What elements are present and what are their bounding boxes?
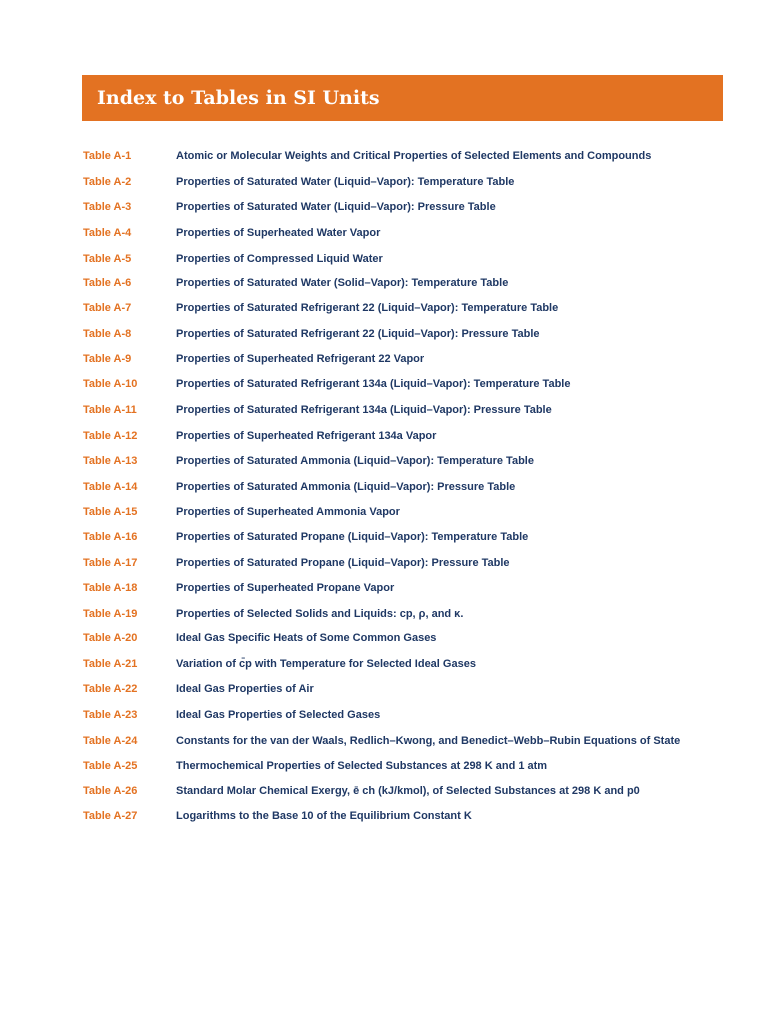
table-row bbox=[0, 654, 768, 674]
table-description: Properties of Saturated Water (Solid–Vapor): Temperature Table bbox=[176, 277, 509, 289]
table-row bbox=[0, 679, 768, 699]
table-row bbox=[0, 477, 768, 497]
table-row bbox=[0, 806, 768, 826]
table-row bbox=[0, 146, 768, 166]
table-row bbox=[0, 426, 768, 446]
table-description: Ideal Gas Properties of Selected Gases bbox=[176, 709, 381, 721]
table-id: Table A-18 bbox=[83, 582, 138, 594]
table-id: Table A-6 bbox=[83, 277, 132, 289]
table-row bbox=[0, 731, 768, 751]
table-description: Thermochemical Properties of Selected Substances at 298 K and 1 atm bbox=[176, 760, 548, 772]
table-row bbox=[0, 578, 768, 598]
table-id: Table A-2 bbox=[83, 176, 132, 188]
table-row bbox=[0, 298, 768, 318]
table-id: Table A-15 bbox=[83, 506, 138, 518]
table-row bbox=[0, 604, 768, 624]
table-id: Table A-27 bbox=[83, 810, 138, 822]
table-description: Ideal Gas Properties of Air bbox=[176, 683, 314, 695]
table-description: Properties of Superheated Refrigerant 134a Vapor bbox=[176, 430, 437, 442]
table-description: Properties of Superheated Water Vapor bbox=[176, 227, 381, 239]
table-id: Table A-12 bbox=[83, 430, 138, 442]
table-description: Variation of c̄p with Temperature for Selected Ideal Gases bbox=[176, 658, 476, 670]
table-description: Properties of Saturated Ammonia (Liquid–Vapor): Temperature Table bbox=[176, 455, 534, 467]
table-id: Table A-1 bbox=[83, 150, 132, 162]
table-description: Properties of Saturated Water (Liquid–Vapor): Temperature Table bbox=[176, 176, 515, 188]
table-id: Table A-5 bbox=[83, 253, 132, 265]
table-id: Table A-9 bbox=[83, 353, 132, 365]
table-description: Properties of Superheated Refrigerant 22 Vapor bbox=[176, 353, 425, 365]
table-id: Table A-17 bbox=[83, 557, 138, 569]
table-description: Logarithms to the Base 10 of the Equilibrium Constant K bbox=[176, 810, 472, 822]
table-description: Properties of Selected Solids and Liquids: cp, ρ, and κ. bbox=[176, 608, 464, 620]
table-description: Properties of Superheated Propane Vapor bbox=[176, 582, 395, 594]
table-row bbox=[0, 756, 768, 776]
table-id: Table A-4 bbox=[83, 227, 132, 239]
table-row bbox=[0, 349, 768, 369]
table-description: Properties of Saturated Refrigerant 134a (Liquid–Vapor): Temperature Table bbox=[176, 378, 571, 390]
table-id: Table A-16 bbox=[83, 531, 138, 543]
table-row bbox=[0, 374, 768, 394]
table-row bbox=[0, 527, 768, 547]
table-id: Table A-3 bbox=[83, 201, 132, 213]
table-description: Properties of Compressed Liquid Water bbox=[176, 253, 383, 265]
table-id: Table A-11 bbox=[83, 404, 137, 416]
table-row bbox=[0, 197, 768, 217]
table-description: Properties of Saturated Water (Liquid–Vapor): Pressure Table bbox=[176, 201, 496, 213]
table-id: Table A-19 bbox=[83, 608, 138, 620]
table-row bbox=[0, 324, 768, 344]
table-id: Table A-7 bbox=[83, 302, 132, 314]
table-id: Table A-26 bbox=[83, 785, 138, 797]
table-id: Table A-24 bbox=[83, 735, 138, 747]
table-row bbox=[0, 628, 768, 648]
table-id: Table A-25 bbox=[83, 760, 138, 772]
table-description: Properties of Saturated Propane (Liquid–Vapor): Pressure Table bbox=[176, 557, 510, 569]
table-row bbox=[0, 553, 768, 573]
table-description: Ideal Gas Specific Heats of Some Common Gases bbox=[176, 632, 437, 644]
page-title: Index to Tables in SI Units bbox=[97, 87, 380, 109]
table-row bbox=[0, 273, 768, 293]
table-description: Properties of Saturated Propane (Liquid–Vapor): Temperature Table bbox=[176, 531, 529, 543]
table-description: Properties of Saturated Refrigerant 22 (Liquid–Vapor): Pressure Table bbox=[176, 328, 540, 340]
table-id: Table A-8 bbox=[83, 328, 132, 340]
table-row bbox=[0, 400, 768, 420]
table-description: Properties of Superheated Ammonia Vapor bbox=[176, 506, 400, 518]
table-row bbox=[0, 502, 768, 522]
table-row bbox=[0, 705, 768, 725]
table-row bbox=[0, 451, 768, 471]
table-id: Table A-21 bbox=[83, 658, 138, 670]
table-description: Standard Molar Chemical Exergy, ē ch (kJ/kmol), of Selected Substances at 298 K and p0 bbox=[176, 785, 640, 797]
table-row bbox=[0, 172, 768, 192]
table-id: Table A-13 bbox=[83, 455, 138, 467]
table-description: Properties of Saturated Refrigerant 134a (Liquid–Vapor): Pressure Table bbox=[176, 404, 552, 416]
table-id: Table A-20 bbox=[83, 632, 138, 644]
table-description: Properties of Saturated Ammonia (Liquid–Vapor): Pressure Table bbox=[176, 481, 516, 493]
table-row bbox=[0, 781, 768, 801]
table-description: Properties of Saturated Refrigerant 22 (Liquid–Vapor): Temperature Table bbox=[176, 302, 559, 314]
table-id: Table A-23 bbox=[83, 709, 138, 721]
table-row bbox=[0, 249, 768, 269]
table-id: Table A-22 bbox=[83, 683, 138, 695]
table-description: Constants for the van der Waals, Redlich–Kwong, and Benedict–Webb–Rubin Equations of State bbox=[176, 735, 681, 747]
table-description: Atomic or Molecular Weights and Critical Properties of Selected Elements and Compounds bbox=[176, 150, 652, 162]
table-id: Table A-14 bbox=[83, 481, 138, 493]
table-id: Table A-10 bbox=[83, 378, 138, 390]
table-row bbox=[0, 223, 768, 243]
